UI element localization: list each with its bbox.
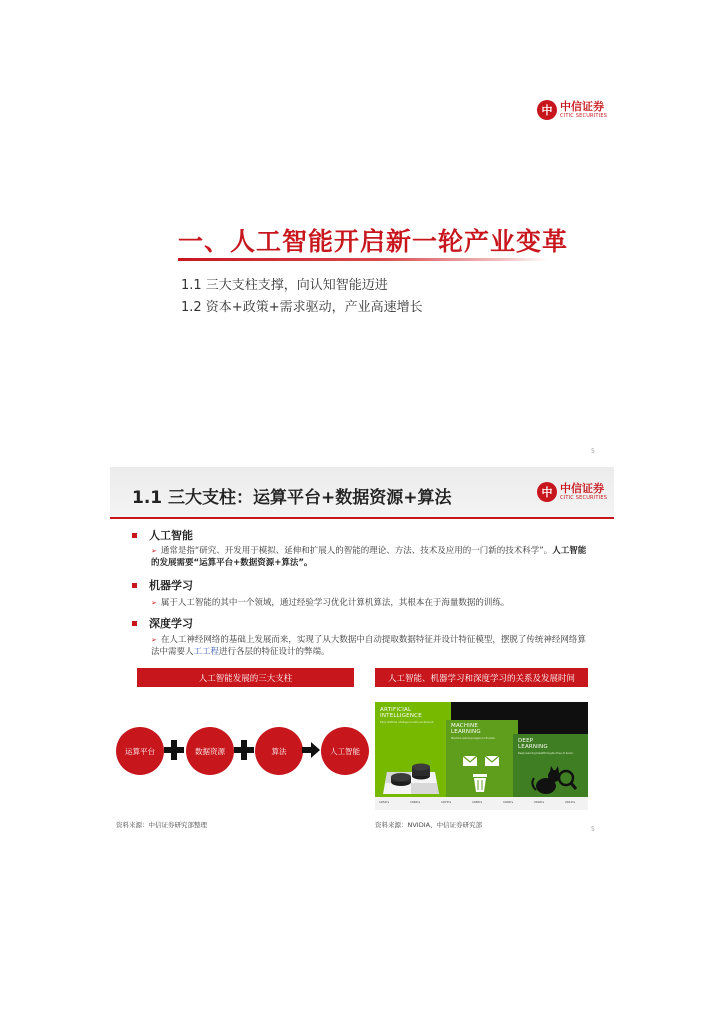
stage-label: MACHINE LEARNING bbox=[451, 723, 481, 735]
timeline-year: 1990's bbox=[503, 800, 514, 804]
section-title: 一、人工智能开启新一轮产业变革 bbox=[178, 227, 569, 256]
pillar-algorithm: 算法 bbox=[255, 727, 303, 775]
bullet-text: ➢ 属于人工智能的其中一个领域，通过经验学习优化计算机算法，其根本在于海量数据的训练。 bbox=[151, 598, 510, 608]
stage-label: ARTIFICIAL INTELLIGENCE bbox=[380, 707, 422, 719]
arrow-right-icon bbox=[302, 742, 320, 758]
timeline-year: 1950's bbox=[379, 800, 390, 804]
arrow-bullet-icon: ➢ bbox=[151, 547, 157, 555]
timeline-year: 1960's bbox=[410, 800, 421, 804]
logo-cn-text: 中信证券 bbox=[560, 100, 604, 113]
bullet-heading: 机器学习 bbox=[132, 577, 193, 593]
arrow-bullet-icon: ➢ bbox=[151, 599, 157, 607]
slide-title-rule bbox=[110, 517, 614, 519]
plus-icon bbox=[164, 740, 184, 760]
pillar-compute-platform: 运算平台 bbox=[116, 727, 164, 775]
checkers-board-icon bbox=[381, 742, 441, 797]
bullet-square-icon bbox=[132, 583, 137, 588]
timeline-year: 1980's bbox=[472, 800, 483, 804]
arrow-bullet-icon: ➢ bbox=[151, 636, 157, 644]
bullet-heading: 深度学习 bbox=[132, 615, 193, 631]
slide-title: 1.1 三大支柱：运算平台+数据资源+算法 bbox=[132, 488, 452, 508]
logo-cn-text: 中信证券 bbox=[560, 482, 604, 495]
page-mark: 5 bbox=[591, 448, 595, 455]
bullet-square-icon bbox=[132, 533, 137, 538]
right-panel-header: 人工智能、机器学习和深度学习的关系及发展时间 bbox=[375, 668, 588, 687]
stage-description: Machine learning begins to flourish. bbox=[451, 737, 496, 740]
timeline-year: 1970's bbox=[441, 800, 452, 804]
ai-ml-dl-figure bbox=[375, 702, 588, 810]
plus-icon bbox=[234, 740, 254, 760]
left-panel-header: 人工智能发展的三大支柱 bbox=[137, 668, 354, 687]
citic-logo-icon: 中 bbox=[537, 100, 557, 120]
citic-logo bbox=[537, 482, 607, 502]
bullet-text: ➢ 在人工神经网络的基础上发展而来，实现了从大数据中自动提取数据特征并设计特征模型，摆脱了传统神经网络算法中需要人工工程进行各层的特征设计的弊端。 bbox=[151, 635, 586, 657]
spam-filter-icon bbox=[457, 754, 507, 794]
timeline-year: 2000's bbox=[534, 800, 545, 804]
toc-item-1: 1.1 三大支柱支撑，向认知智能迈进 bbox=[181, 278, 388, 293]
bullet-text: ➢ 通常是指“研究、开发用于模拟、延伸和扩展人的智能的理论、方法、技术及应用的一门新的技术科学”。人工智能的发展需要“运算平台+数据资源+算法”。 bbox=[151, 546, 587, 568]
logo-en-text: CITIC SECURITIES bbox=[560, 495, 608, 501]
logo-en-text: CITIC SECURITIES bbox=[560, 113, 608, 119]
right-source-note: 资料来源：NVIDIA、中信证券研究部 bbox=[375, 821, 483, 829]
pillar-artificial-intelligence: 人工智能 bbox=[321, 727, 369, 775]
title-underline bbox=[178, 258, 548, 261]
citic-logo bbox=[537, 100, 607, 120]
stage-description: Deep learning breakthroughs drive AI boom. bbox=[518, 752, 574, 755]
stage-description: Early artificial intelligence stirs excitement. bbox=[380, 721, 435, 724]
timeline-year: 2010's bbox=[565, 800, 576, 804]
page-mark: 5 bbox=[591, 826, 595, 833]
pillar-data-resources: 数据资源 bbox=[186, 727, 234, 775]
timeline-axis bbox=[375, 797, 588, 810]
toc-item-2: 1.2 资本+政策+需求驱动，产业高速增长 bbox=[181, 300, 423, 315]
stage-label: DEEP LEARNING bbox=[518, 738, 548, 750]
bullet-heading: 人工智能 bbox=[132, 527, 193, 543]
citic-logo-icon: 中 bbox=[537, 482, 557, 502]
cat-recognition-icon bbox=[528, 764, 578, 796]
bullet-square-icon bbox=[132, 621, 137, 626]
left-source-note: 资料来源：中信证券研究部整理 bbox=[116, 821, 207, 829]
